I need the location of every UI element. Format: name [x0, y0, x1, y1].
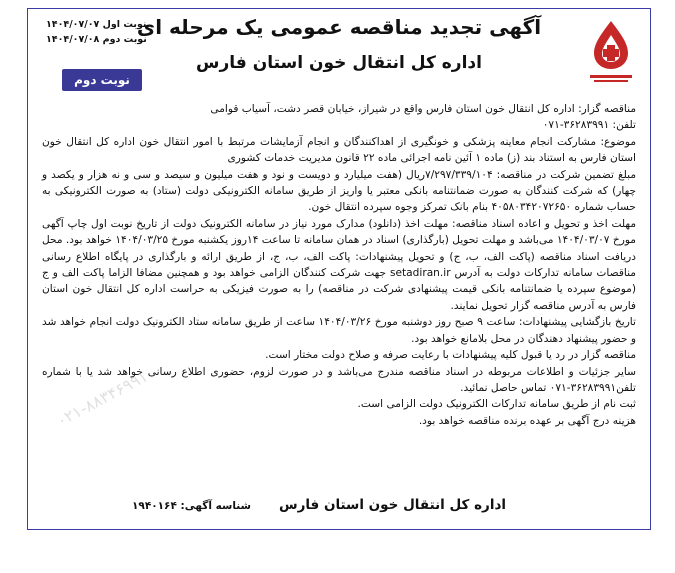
notice-title: آگهی تجدید مناقصه عمومی یک مرحله ای: [136, 15, 542, 39]
notice-frame: [27, 8, 651, 530]
details: سایر جزئیات و اطلاعات مربوطه در اسناد مناقصه مندرج می‌باشد و در صورت لزوم، حضوری اطلاع رسانی خواهد شد یا با شماره تلفن۳۶۲۸۳۹۹۱-۰۷۱ تماس حاصل نمائید.: [42, 365, 636, 394]
subject: موضوع: مشارکت انجام معاینه پزشکی و خونگیری از اهداکنندگان و انجام آزمایشات مرتبط با امور انتقال خون اداره کل انتقال خون استان فارس به استناد بند (ز) ماده ۱ آئین نامه اجرائی ماده ۲۲ قانون مدیریت خدمات کشوری: [42, 135, 636, 165]
deadlines: مهلت اخذ و تحویل و اعاده اسناد مناقصه: مهلت اخذ (دانلود) مدارک مورد نیاز در سامانه الکترونیک دولت از تاریخ نوبت اول چاپ آگهی مورخ ۱۴۰۴/۰۳/۰۷ می‌باشد و مهلت تحویل (بارگذاری) اسناد در همان سامانه تا ساعت ۱۴روز یکشنبه مورخ ۱۴۰۴/۰۳/۲۵ خواهد بود. محل دریافت اسناد مناقصه (پاکت الف، ب، ج) و تحویل پیشنهادات: پاکت الف، ب، ج، از طریق ارائه و بارگذاری در پایگاه اطلاع رسانی مناقصات سامانه تدارکات دولت به آدرس setadiran.ir جهت شرکت کنندگان الزامی خواهد بود و همچنین مضافا الزاما پاکت الف و ج (موضوع سپرده یا ضمانتنامه بانکی قیمت پیشنهادی شرکت در مناقصه) را به صورت فیزیکی به حراست اداره کل انتقال خون استان فارس به آدرس مناقصه گزار تحویل نمایند.: [42, 217, 636, 312]
tender-owner: مناقصه گزار: اداره کل انتقال خون استان فارس واقع در شیراز، خیابان قصر دشت، آسیاب قوامی: [210, 103, 636, 115]
rights: مناقصه گزار در رد یا قبول کلیه پیشنهادات با رعایت صرفه و صلاح دولت مختار است.: [265, 349, 636, 362]
first-date: نوبت اول ۱۴۰۴/۰۷/۰۷: [46, 19, 147, 30]
footer-organization: اداره کل انتقال خون استان فارس: [278, 497, 506, 513]
organization-title: اداره کل انتقال خون استان فارس: [196, 53, 482, 73]
second-date: نوبت دوم ۱۴۰۴/۰۷/۰۸: [46, 34, 147, 45]
phone: تلفن: ۳۶۲۸۳۹۹۱-۰۷۱: [542, 119, 636, 132]
notice-code: شناسه آگهی: ۱۹۴۰۱۶۴: [132, 500, 251, 512]
ad-cost: هزینه درج آگهی بر عهده برنده مناقصه خواهد بود.: [418, 414, 636, 427]
guarantee: مبلغ تضمین شرکت در مناقصه: ۷/۲۹۷/۳۳۹/۱۰۴ریال (هفت میلیارد و دویست و نود و هفت میلیون و سیصد و سی و نه هزار و یکصد و چهار) که شرکت کنندگان به صورت ضمانتنامه بانکی معتبر یا واریز از طریق سامانه الکترونیکی دولت (ستاد) به صورت الکترونیکی به حساب شماره ۴۰۵۸۰۳۴۲۰۷۲۶۵۰ بنام بانک تمرکز وجوه سپرده انتقال خون.: [42, 168, 637, 214]
opening-date: تاریخ بازگشایی پیشنهادات: ساعت ۹ صبح روز دوشنبه مورخ ۱۴۰۴/۰۳/۲۶ ساعت از طریق سامانه ستاد الکترونیک دولت انجام خواهد شد و حضور پیشنهاد دهندگان در محل بلامانع خواهد بود.: [42, 316, 636, 345]
publication-dates: [46, 17, 147, 47]
notice-body: [42, 101, 636, 429]
second-publication-badge: نوبت دوم: [62, 69, 142, 91]
registration: ثبت نام از طریق سامانه تدارکات الکترونیک دولت الزامی است.: [357, 398, 636, 411]
notice-footer: [42, 493, 636, 523]
watermark: ۰۲۱-۸۸۳۴۶۹۹۱: [53, 366, 151, 431]
blood-transfusion-logo-icon: [582, 17, 640, 87]
